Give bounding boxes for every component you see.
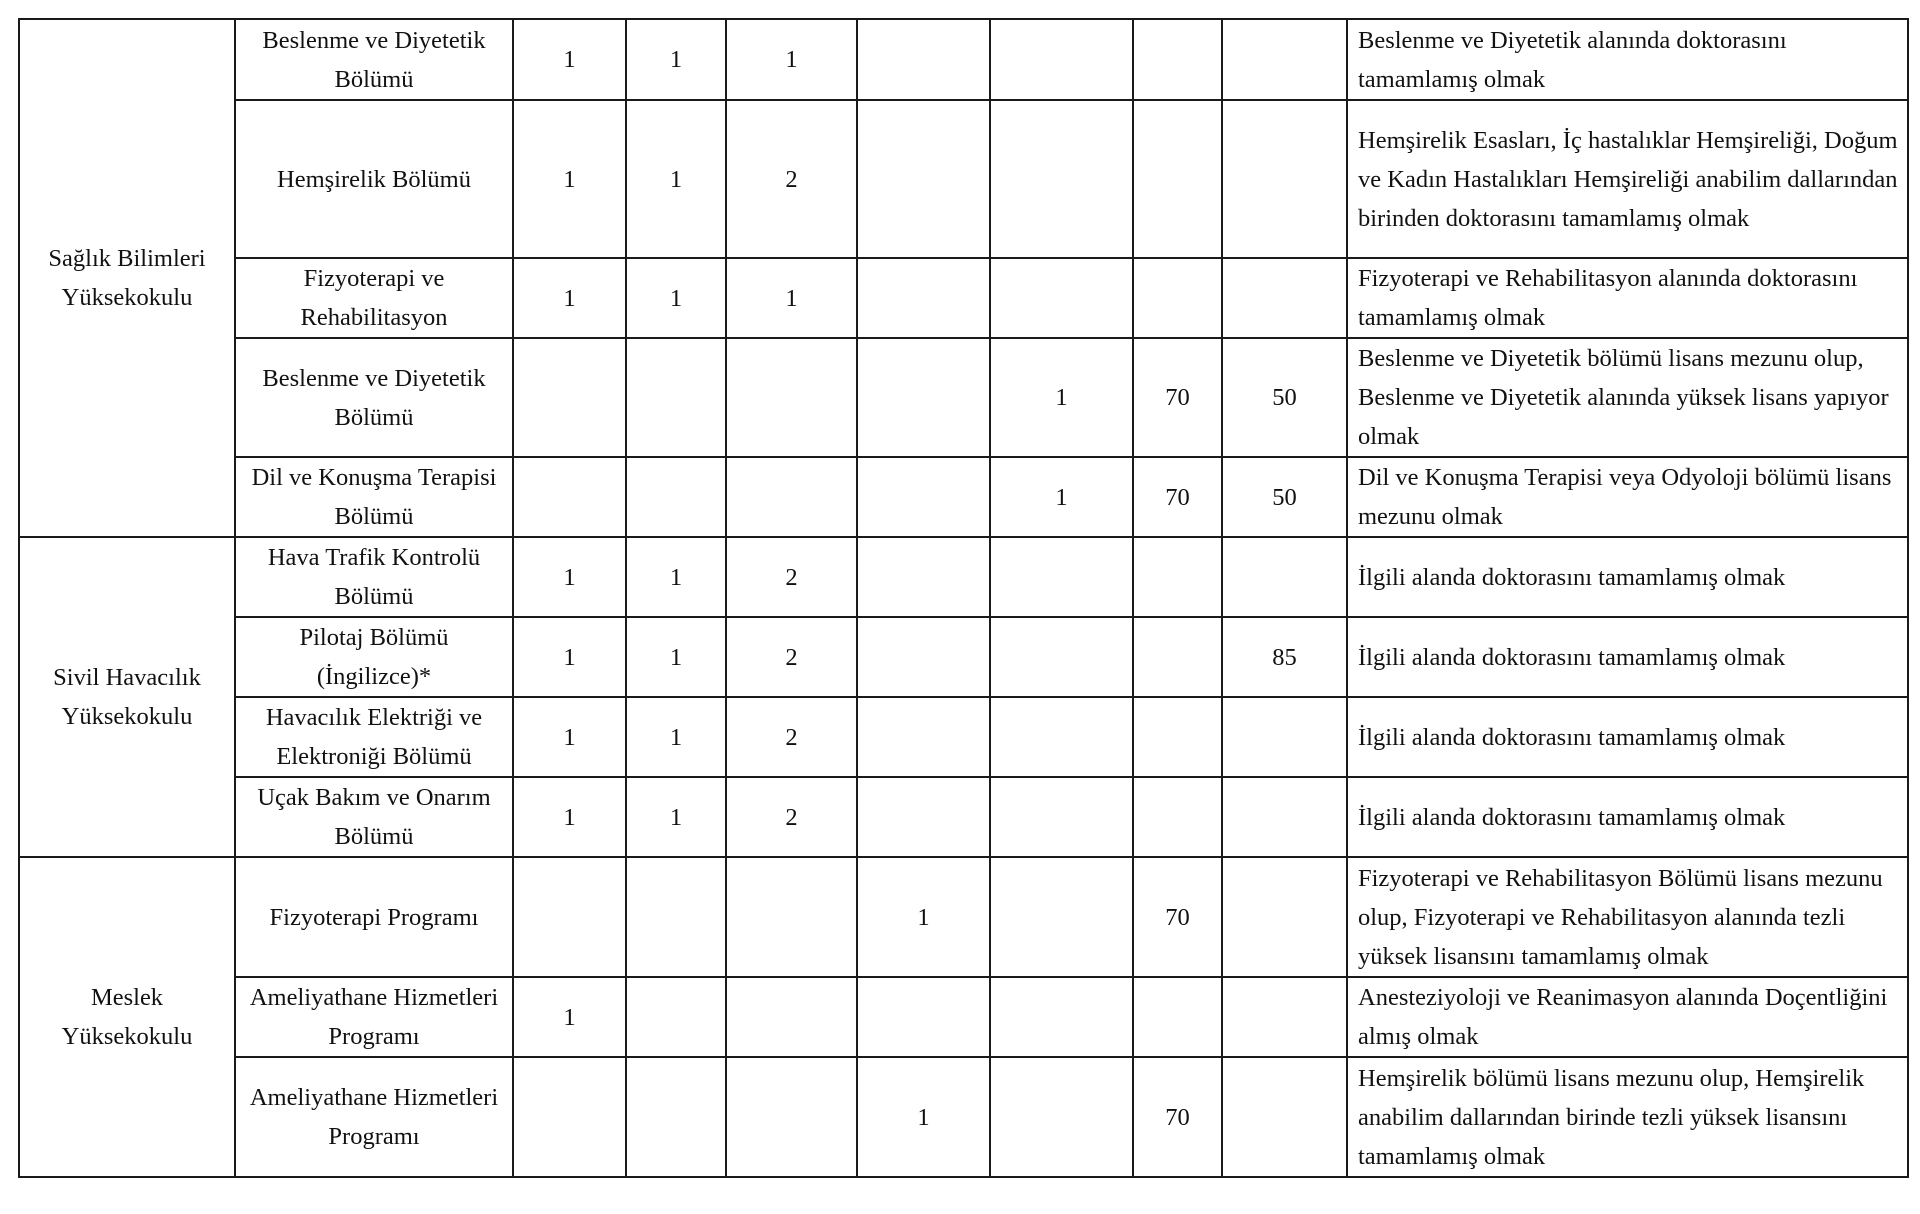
score-cell-1: 70 [1133,1057,1222,1177]
department-cell: Havacılık Elektriği ve Elektroniği Bölümü [235,697,513,777]
department-cell: Pilotaj Bölümü (İngilizce)* [235,617,513,697]
count-cell-4 [857,100,990,258]
count-cell-1: 1 [513,19,626,100]
score-cell-2 [1222,857,1347,977]
count-cell-4 [857,258,990,338]
score-cell-1 [1133,537,1222,617]
department-cell: Hemşirelik Bölümü [235,100,513,258]
count-cell-2: 1 [626,19,726,100]
count-cell-4 [857,977,990,1057]
count-cell-5 [990,977,1133,1057]
department-cell: Fizyoterapi Programı [235,857,513,977]
count-cell-3 [726,977,857,1057]
table-row [19,1057,1908,1177]
count-cell-1 [513,457,626,537]
table-row [19,977,1908,1057]
count-cell-1: 1 [513,537,626,617]
score-cell-1 [1133,777,1222,857]
count-cell-5 [990,1057,1133,1177]
table-row [19,457,1908,537]
count-cell-5 [990,857,1133,977]
count-cell-4 [857,537,990,617]
count-cell-4: 1 [857,1057,990,1177]
department-cell: Uçak Bakım ve Onarım Bölümü [235,777,513,857]
count-cell-5 [990,697,1133,777]
score-cell-2: 50 [1222,338,1347,457]
requirement-cell: Beslenme ve Diyetetik bölümü lisans mezunu olup, Beslenme ve Diyetetik alanında yüksek lisans yapıyor olmak [1347,338,1908,457]
count-cell-2: 1 [626,617,726,697]
unit-cell: Sağlık Bilimleri Yüksekokulu [19,19,235,537]
table-row [19,537,1908,617]
requirement-cell: İlgili alanda doktorasını tamamlamış olmak [1347,777,1908,857]
score-cell-1: 70 [1133,857,1222,977]
count-cell-4 [857,19,990,100]
count-cell-4 [857,777,990,857]
score-cell-2: 85 [1222,617,1347,697]
score-cell-2 [1222,777,1347,857]
requirement-cell: Fizyoterapi ve Rehabilitasyon Bölümü lisans mezunu olup, Fizyoterapi ve Rehabilitasyon alanında tezli yüksek lisansını tamamlamış olmak [1347,857,1908,977]
score-cell-2 [1222,100,1347,258]
count-cell-1: 1 [513,777,626,857]
score-cell-1: 70 [1133,338,1222,457]
count-cell-5 [990,777,1133,857]
requirement-cell: Hemşirelik bölümü lisans mezunu olup, Hemşirelik anabilim dallarından birinde tezli yüksek lisansını tamamlamış olmak [1347,1057,1908,1177]
count-cell-3: 2 [726,777,857,857]
count-cell-2: 1 [626,697,726,777]
requirement-cell: Beslenme ve Diyetetik alanında doktorasını tamamlamış olmak [1347,19,1908,100]
count-cell-4 [857,697,990,777]
table-row [19,697,1908,777]
count-cell-2 [626,457,726,537]
requirement-cell: İlgili alanda doktorasını tamamlamış olmak [1347,617,1908,697]
department-cell: Hava Trafik Kontrolü Bölümü [235,537,513,617]
score-cell-1 [1133,697,1222,777]
count-cell-1: 1 [513,100,626,258]
score-cell-2 [1222,697,1347,777]
count-cell-1 [513,857,626,977]
department-cell: Fizyoterapi ve Rehabilitasyon [235,258,513,338]
count-cell-1 [513,1057,626,1177]
count-cell-3 [726,338,857,457]
count-cell-4 [857,457,990,537]
unit-cell: Meslek Yüksekokulu [19,857,235,1177]
count-cell-5 [990,617,1133,697]
count-cell-3: 2 [726,617,857,697]
score-cell-1 [1133,977,1222,1057]
score-cell-2 [1222,1057,1347,1177]
count-cell-1: 1 [513,258,626,338]
count-cell-3: 2 [726,697,857,777]
count-cell-2 [626,1057,726,1177]
count-cell-5: 1 [990,338,1133,457]
requirement-cell: Anesteziyoloji ve Reanimasyon alanında Doçentliğini almış olmak [1347,977,1908,1057]
score-cell-1 [1133,100,1222,258]
department-cell: Beslenme ve Diyetetik Bölümü [235,338,513,457]
score-cell-2 [1222,977,1347,1057]
table-row [19,100,1908,258]
score-cell-1 [1133,258,1222,338]
score-cell-1: 70 [1133,457,1222,537]
table-row [19,19,1908,100]
table-row [19,338,1908,457]
count-cell-4: 1 [857,857,990,977]
score-cell-1 [1133,19,1222,100]
requirement-cell: Hemşirelik Esasları, İç hastalıklar Hemşireliği, Doğum ve Kadın Hastalıkları Hemşireliği anabilim dallarından birinden doktorasını tamamlamış olmak [1347,100,1908,258]
score-cell-1 [1133,617,1222,697]
count-cell-1 [513,338,626,457]
count-cell-2 [626,338,726,457]
table-body [19,19,1908,1177]
count-cell-1: 1 [513,697,626,777]
count-cell-4 [857,338,990,457]
department-cell: Beslenme ve Diyetetik Bölümü [235,19,513,100]
count-cell-1: 1 [513,617,626,697]
count-cell-5 [990,19,1133,100]
count-cell-5 [990,537,1133,617]
score-cell-2 [1222,537,1347,617]
unit-cell: Sivil Havacılık Yüksekokulu [19,537,235,857]
count-cell-1: 1 [513,977,626,1057]
department-cell: Ameliyathane Hizmetleri Programı [235,977,513,1057]
score-cell-2: 50 [1222,457,1347,537]
count-cell-4 [857,617,990,697]
score-cell-2 [1222,258,1347,338]
count-cell-2: 1 [626,100,726,258]
count-cell-3: 2 [726,537,857,617]
table-row [19,258,1908,338]
requirement-cell: Fizyoterapi ve Rehabilitasyon alanında doktorasını tamamlamış olmak [1347,258,1908,338]
count-cell-5 [990,100,1133,258]
count-cell-2: 1 [626,777,726,857]
score-cell-2 [1222,19,1347,100]
requirement-cell: İlgili alanda doktorasını tamamlamış olmak [1347,537,1908,617]
count-cell-3 [726,457,857,537]
count-cell-3 [726,857,857,977]
count-cell-5 [990,258,1133,338]
requirement-cell: İlgili alanda doktorasını tamamlamış olmak [1347,697,1908,777]
table-row [19,857,1908,977]
department-cell: Ameliyathane Hizmetleri Programı [235,1057,513,1177]
count-cell-3: 1 [726,19,857,100]
table-row [19,777,1908,857]
count-cell-5: 1 [990,457,1133,537]
department-cell: Dil ve Konuşma Terapisi Bölümü [235,457,513,537]
count-cell-2: 1 [626,258,726,338]
staff-requirements-table [18,18,1909,1178]
count-cell-2 [626,857,726,977]
count-cell-2 [626,977,726,1057]
requirement-cell: Dil ve Konuşma Terapisi veya Odyoloji bölümü lisans mezunu olmak [1347,457,1908,537]
count-cell-3 [726,1057,857,1177]
count-cell-2: 1 [626,537,726,617]
count-cell-3: 2 [726,100,857,258]
count-cell-3: 1 [726,258,857,338]
table-row [19,617,1908,697]
